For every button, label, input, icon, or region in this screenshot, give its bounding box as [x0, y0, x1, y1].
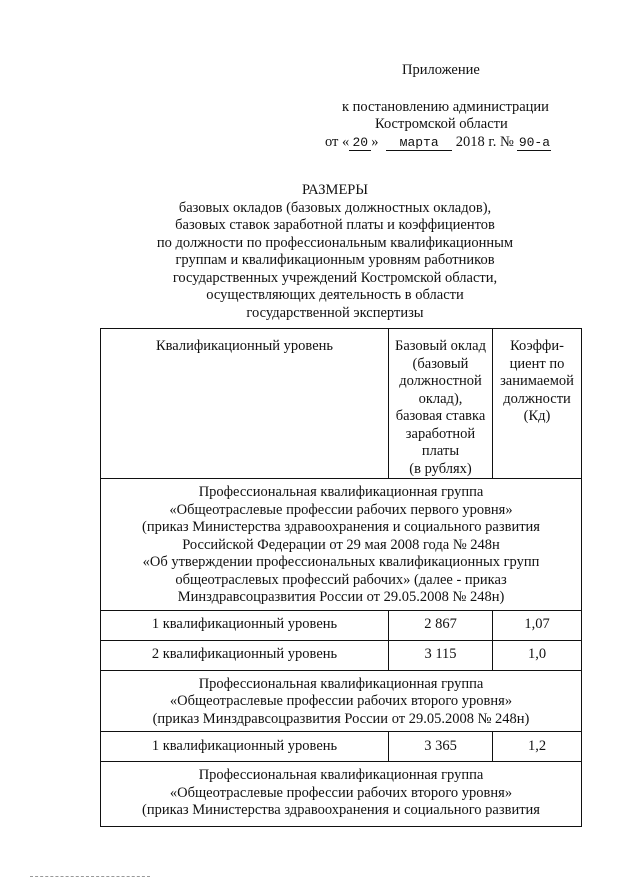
cell-level: 1 квалификационный уровень — [101, 610, 389, 640]
cell-level: 2 квалификационный уровень — [101, 640, 389, 670]
appendix-label: Приложение — [402, 62, 480, 78]
cell-salary: 3 115 — [389, 640, 493, 670]
group-description: Профессиональная квалификационная группа «Общеотраслевые профессии рабочих второго уровня» (приказ Минздравсоцразвития России от 29.05.2008 № 248н) — [101, 670, 582, 732]
header-salary: Базовый оклад (базовый должностной оклад), базовая ставка заработной платы (в рублях) — [389, 329, 493, 479]
table-row — [101, 640, 582, 670]
decree-number: 90-а — [518, 135, 551, 150]
title-line: государственной экспертизы — [246, 304, 424, 321]
date-year: 2018 г. № — [455, 134, 514, 150]
date-prefix: от « — [325, 134, 350, 150]
cell-coefficient: 1,0 — [493, 640, 582, 670]
title-line: государственных учреждений Костромской области, — [172, 269, 498, 286]
cell-salary: 2 867 — [389, 610, 493, 640]
table-row — [101, 610, 582, 640]
cell-salary: 3 365 — [389, 732, 493, 762]
table-row — [101, 732, 582, 762]
decree-date-line — [325, 134, 551, 151]
date-day-suffix: » — [371, 134, 379, 150]
cell-coefficient: 1,2 — [493, 732, 582, 762]
header-coefficient: Коэффи- циент по занимаемой должности (Кд) — [493, 329, 582, 479]
group-row — [101, 670, 582, 732]
document-title — [100, 182, 570, 322]
table-header-row — [101, 329, 582, 479]
title-line: группам и квалификационным уровням работников — [175, 252, 495, 268]
group-row — [101, 479, 582, 611]
title-line: базовых ставок заработной платы и коэффициентов — [175, 217, 495, 233]
salary-table — [100, 328, 582, 827]
group-description: Профессиональная квалификационная группа «Общеотраслевые профессии рабочих второго уровня» (приказ Министерства здравоохранения и социального развития — [101, 762, 582, 827]
region-name: Костромской области — [375, 116, 508, 132]
group-row — [101, 762, 582, 827]
date-day: 20 — [349, 136, 371, 151]
title-heading: РАЗМЕРЫ — [301, 182, 369, 198]
cell-level: 1 квалификационный уровень — [101, 732, 389, 762]
footer-divider — [30, 876, 150, 878]
decree-reference: к постановлению администрации — [342, 99, 549, 115]
header-level: Квалификационный уровень — [101, 329, 389, 479]
title-line: по должности по профессиональным квалификационным — [156, 234, 514, 251]
group-description: Профессиональная квалификационная группа «Общеотраслевые профессии рабочих первого уровня» (приказ Министерства здравоохранения и социального развития Российской Федерации от 29 мая 2008 года № 248н «Об утверждении профессиональных квалификационных групп общеотраслевых профессий рабочих» (далее - приказ Минздравсоцразвития России от 29.05.2008 № 248н) — [101, 479, 582, 611]
title-line: базовых окладов (базовых должностных окладов), — [178, 199, 492, 216]
cell-coefficient: 1,07 — [493, 610, 582, 640]
date-month: марта — [386, 136, 452, 151]
title-line: осуществляющих деятельность в области — [206, 287, 464, 303]
